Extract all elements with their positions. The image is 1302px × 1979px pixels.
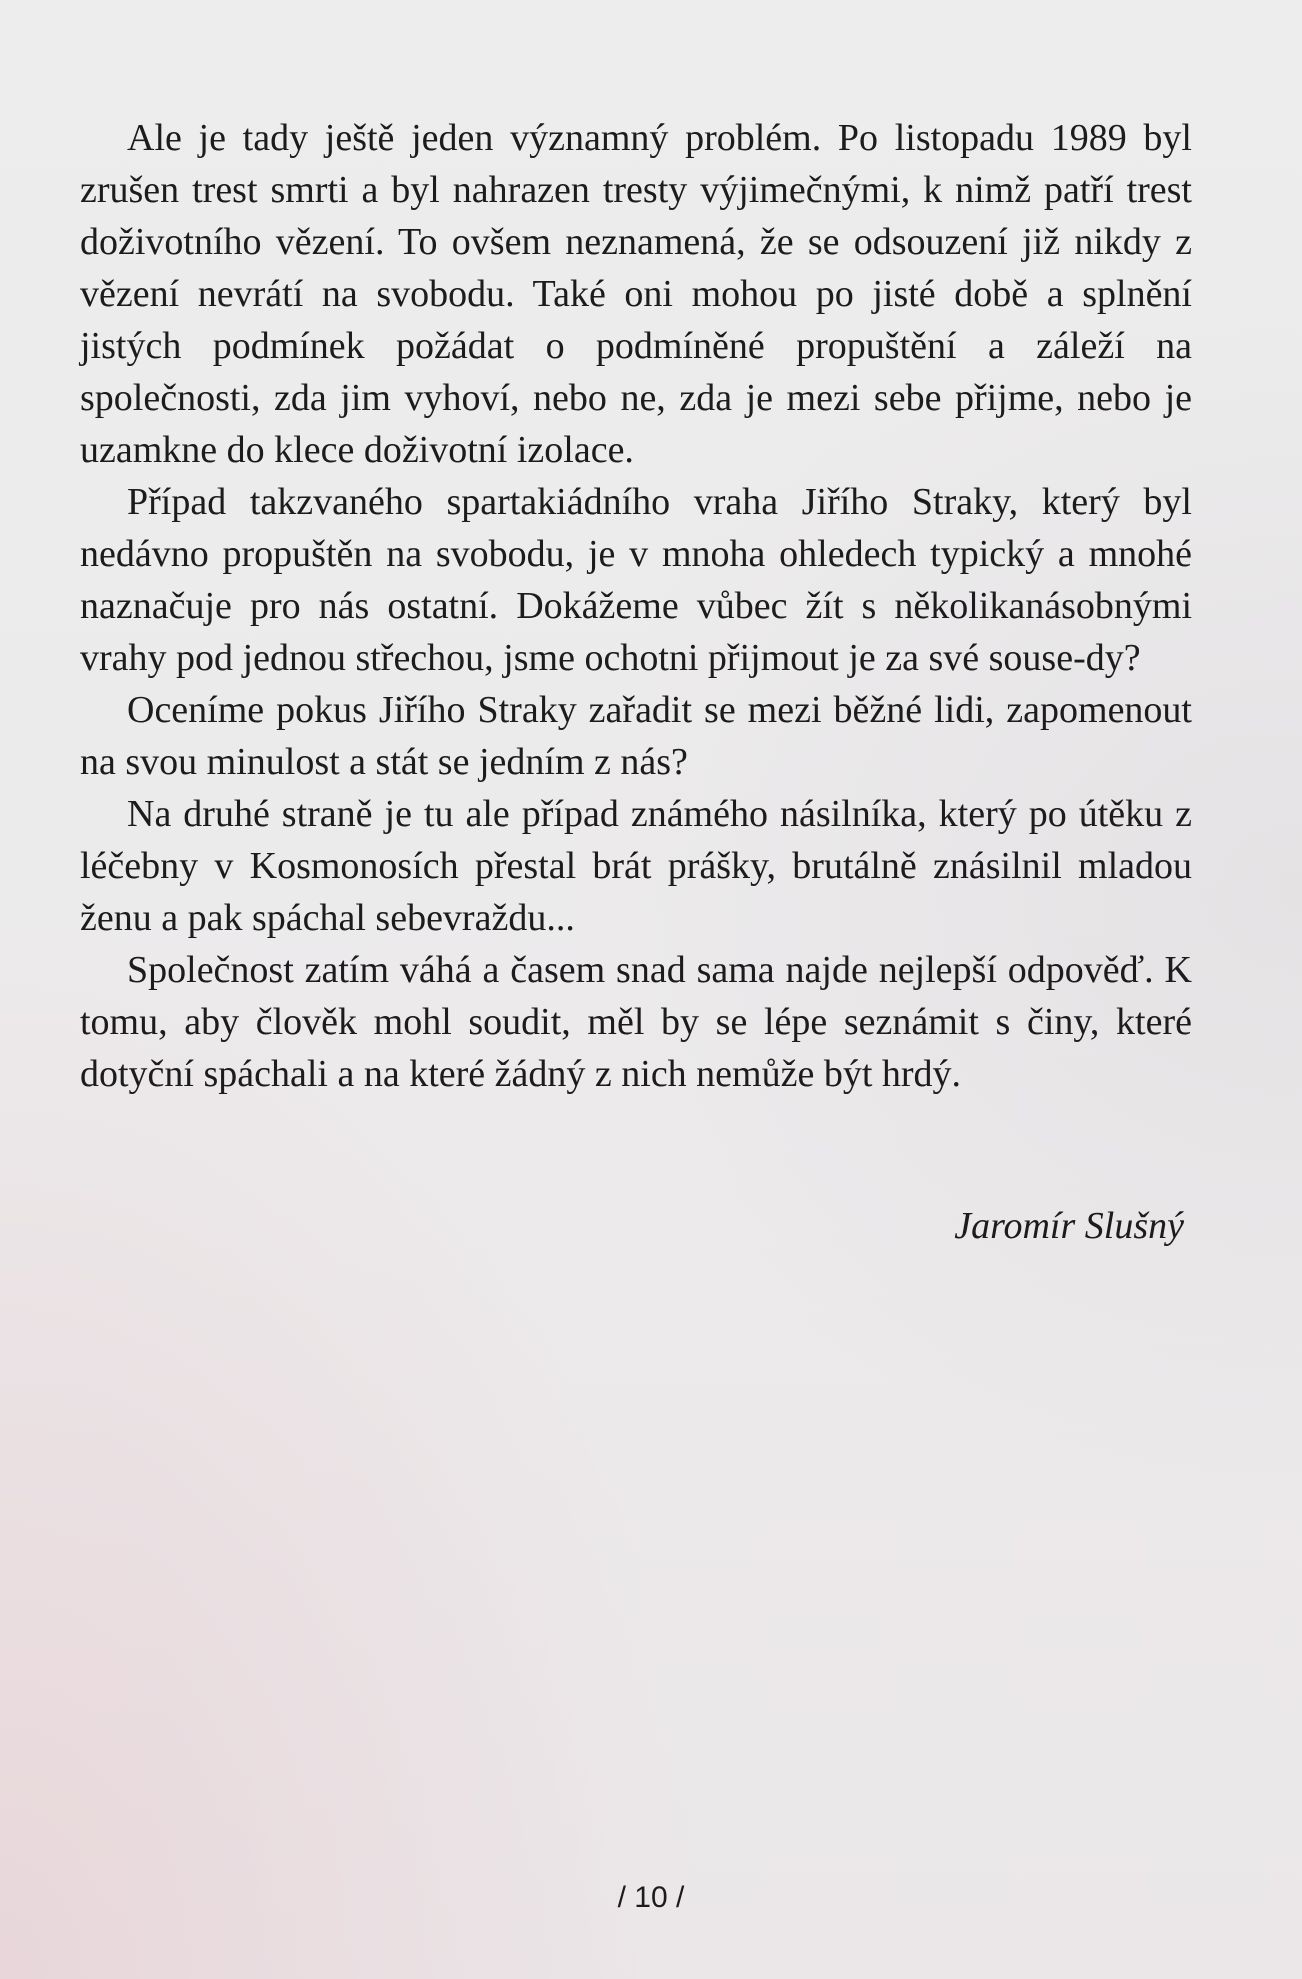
paragraph-4: Na druhé straně je tu ale případ známého násilníka, který po útěku z léčebny v Kosmonosích přestal brát prášky, brutálně znásilnil mladou ženu a pak spáchal sebevraždu... [80, 793, 1192, 939]
page-number: / 10 / [617, 1881, 685, 1914]
paragraph-3: Oceníme pokus Jiřího Straky zařadit se mezi běžné lidi, zapomenout na svou minulost a stát se jedním z nás? [80, 689, 1192, 783]
article-body [80, 112, 1192, 1100]
paragraph-5: Společnost zatím váhá a časem snad sama najde nejlepší odpověď. K tomu, aby člověk mohl soudit, měl by se lépe seznámit s činy, které dotyční spáchali a na které žádný z nich nemůže být hrdý. [80, 949, 1192, 1095]
paragraph-1: Ale je tady ještě jeden významný problém. Po listopadu 1989 byl zrušen trest smrti a byl nahrazen tresty výjimečnými, k nimž patří trest doživotního vězení. To ovšem neznamená, že se odsouzení již nikdy z vězení nevrátí na svobodu. Také oni mohou po jisté době a splnění jistých podmínek požádat o podmíněné propuštění a záleží na společnosti, zda jim vyhoví, nebo ne, zda je mezi sebe přijme, nebo je uzamkne do klece doživotní izolace. [80, 117, 1192, 471]
paragraph-2: Případ takzvaného spartakiádního vraha Jiřího Straky, který byl nedávno propuštěn na svobodu, je v mnoha ohledech typický a mnohé naznačuje pro nás ostatní. Dokážeme vůbec žít s několikanásobnými vrahy pod jednou střechou, jsme ochotni přijmout je za své souse-dy? [80, 481, 1192, 679]
author-signature: Jaromír Slušný [954, 1205, 1184, 1247]
